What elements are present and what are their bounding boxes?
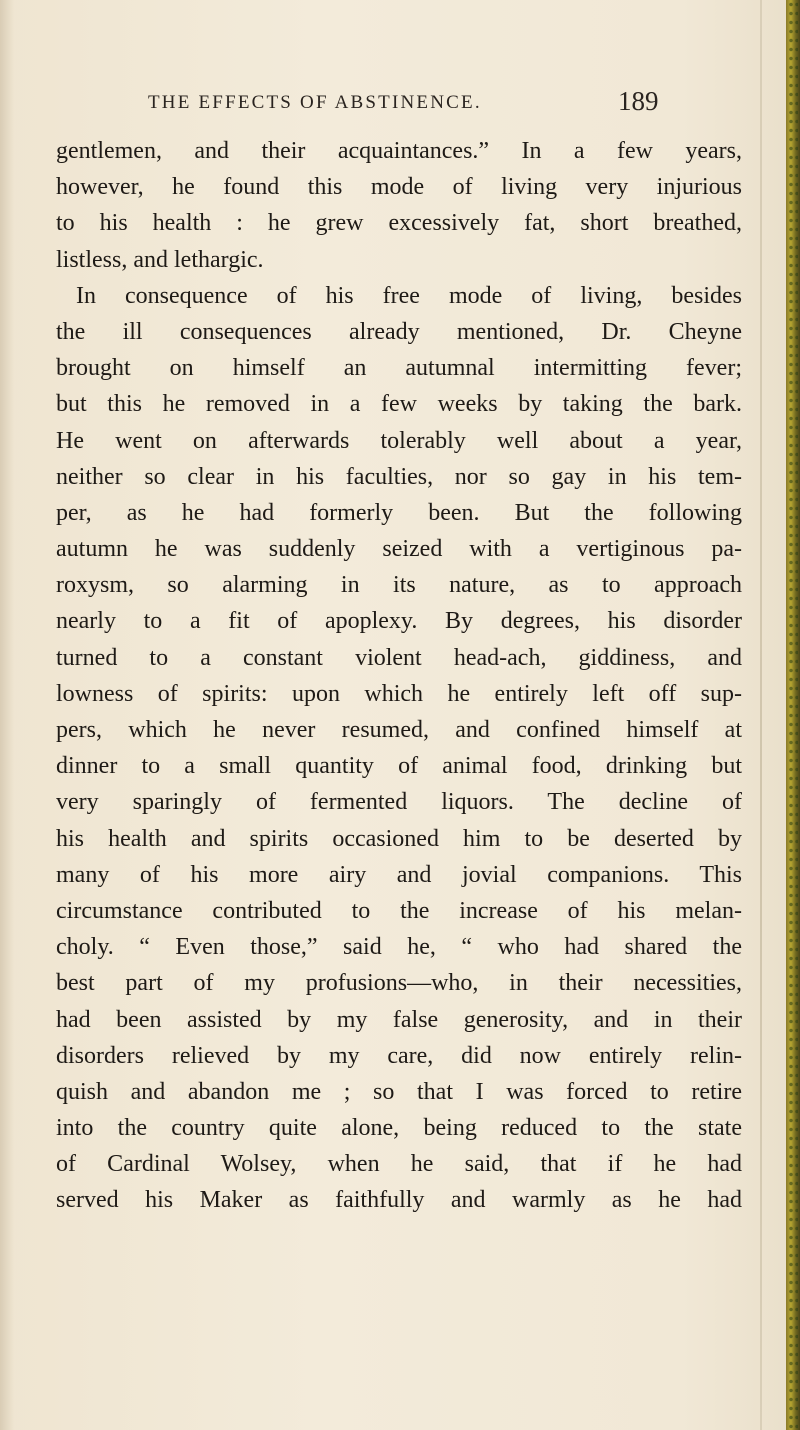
- text-line: of Cardinal Wolsey, when he said, that if he had: [56, 1151, 742, 1178]
- text-line: his health and spirits occasioned him to be deserted by: [56, 825, 742, 852]
- text-line: nearly to a fit of apoplexy. By degrees, his disorder: [56, 608, 742, 635]
- text-line: lowness of spirits: upon which he entirely left off sup-: [56, 680, 742, 707]
- text-line: had been assisted by my false generosity, and in their: [56, 1006, 742, 1033]
- text-line: very sparingly of fermented liquors. The decline of: [56, 789, 742, 816]
- body-text: [56, 133, 742, 1219]
- text-line: however, he found this mode of living very injurious: [56, 174, 742, 201]
- text-line: many of his more airy and jovial companions. This: [56, 861, 742, 888]
- running-head: THE EFFECTS OF ABSTINENCE.: [148, 92, 482, 113]
- text-line: quish and abandon me ; so that I was forced to retire: [56, 1078, 742, 1105]
- page-number: 189: [618, 86, 659, 116]
- text-line: neither so clear in his faculties, nor so gay in his tem-: [56, 463, 742, 490]
- text-line: listless, and lethargic.: [56, 246, 264, 273]
- text-line: He went on afterwards tolerably well about a year,: [56, 427, 742, 454]
- text-line: best part of my profusions—who, in their necessities,: [56, 970, 742, 997]
- text-line: autumn he was suddenly seized with a vertiginous pa-: [56, 536, 742, 563]
- text-line: circumstance contributed to the increase of his melan-: [56, 897, 742, 924]
- text-line: to his health : he grew excessively fat, short breathed,: [56, 210, 742, 237]
- text-line: the ill consequences already mentioned, Dr. Cheyne: [56, 318, 742, 345]
- text-line: per, as he had formerly been. But the following: [56, 499, 742, 526]
- text-line: but this he removed in a few weeks by taking the bark.: [56, 391, 742, 418]
- text-line: choly. “ Even those,” said he, “ who had shared the: [56, 934, 742, 961]
- text-line: disorders relieved by my care, did now entirely relin-: [56, 1042, 742, 1069]
- text-line: into the country quite alone, being reduced to the state: [56, 1115, 742, 1142]
- text-line: dinner to a small quantity of animal food, drinking but: [56, 753, 742, 780]
- text-line: brought on himself an autumnal intermitting fever;: [56, 355, 742, 382]
- text-line: In consequence of his free mode of living, besides: [76, 282, 742, 309]
- binding-texture: [788, 0, 798, 1430]
- text-line: turned to a constant violent head-ach, giddiness, and: [56, 644, 742, 671]
- text-line: gentlemen, and their acquaintances.” In a few years,: [56, 138, 742, 164]
- text-line: roxysm, so alarming in its nature, as to approach: [56, 572, 742, 599]
- page-edge-shadow: [0, 0, 14, 1430]
- text-line: served his Maker as faithfully and warmly as he had: [56, 1187, 742, 1214]
- text-line: pers, which he never resumed, and confined himself at: [56, 717, 742, 743]
- gutter-line: [760, 0, 762, 1430]
